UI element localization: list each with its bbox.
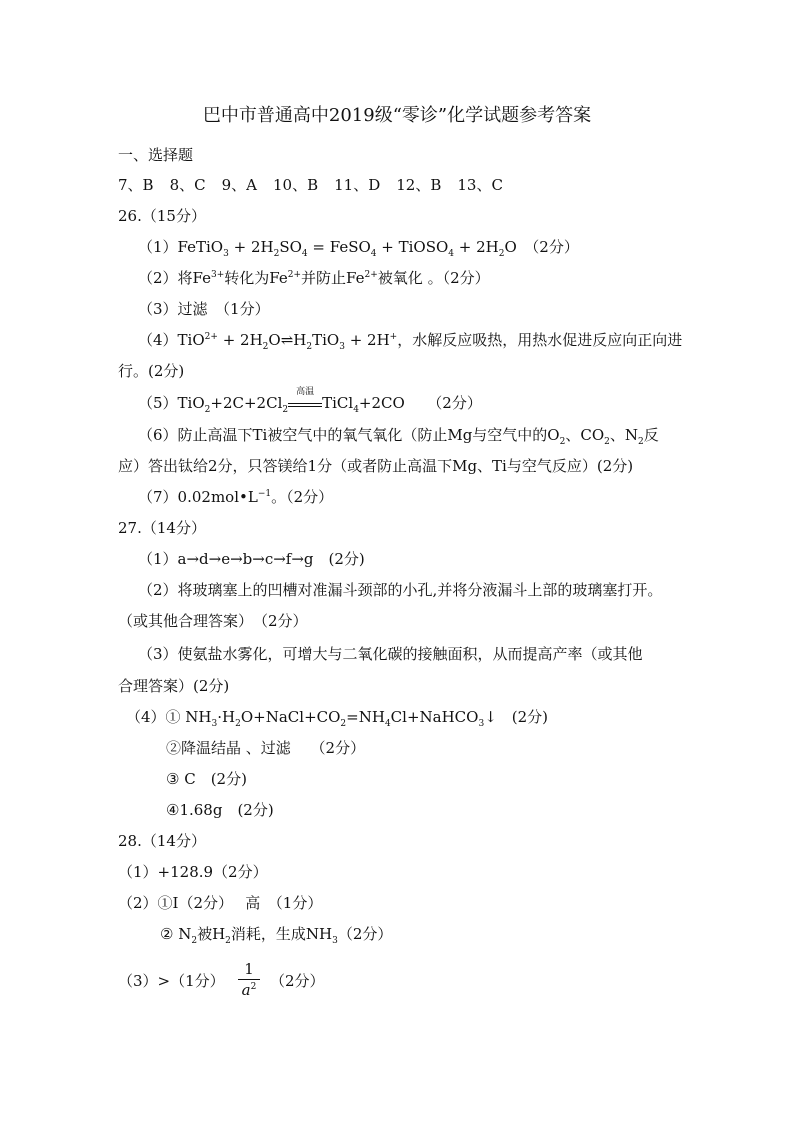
reaction-condition-label: 高温	[296, 387, 315, 397]
q28-answer-3-prefix: （3）>（1分）	[118, 972, 225, 990]
q27-answer-3-continued: 合理答案）(2分)	[118, 677, 230, 695]
q27-answer-4-1: （4）① $NH_3\cdot H_2O+NaCl+CO_2=NH_4Cl+NaHCO_3↓$ (2分)	[126, 708, 549, 729]
q27-answer-2-continued: （或其他合理答案） （2分）	[118, 612, 308, 630]
q28-header: 28.（14分）	[118, 832, 206, 850]
q26-answer-6: （6）防止高温下Ti被空气中的氧气氧化（防止Mg与空气中的$O_2$、$CO_2$、$N_2$反	[138, 426, 659, 447]
q26-answer-7: $(7)0.02mol•L^{-1}$。（2分）	[138, 488, 334, 506]
fraction-denominator: $a^2$	[241, 981, 257, 999]
choice-answers-line	[118, 175, 519, 195]
q26-answer-4-continued: 行。(2分)	[118, 362, 185, 380]
choice-answer: 9、A	[221, 176, 257, 194]
choice-answer: 13、C	[457, 176, 503, 194]
q26-answer-1: （1）FeTiO$_3$ + $2H_2SO_4$ = FeSO$_4$ + TiOSO$_4$ + $2H_2O$ （2分）	[138, 238, 579, 259]
q26-answer-6-continued: 应）答出钛给2分，只答镁给1分（或者防止高温下Mg、Ti与空气反应）(2分)	[118, 457, 634, 475]
fraction-bar	[238, 979, 260, 980]
q27-answer-2: （2）将玻璃塞上的凹槽对准漏斗颈部的小孔,并将分液漏斗上部的玻璃塞打开。	[138, 581, 663, 599]
choice-answer: 8、C	[169, 176, 206, 194]
page-title: 巴中市普通高中2019级“零诊”化学试题参考答案	[202, 105, 592, 126]
choice-answer: 12、B	[396, 176, 442, 194]
q26-answer-2: （2）将$Fe^{3+}$转化为$Fe^{2+}$并防止$Fe^{2+}$被氧化 。（2分）	[138, 269, 490, 287]
q28-answer-2-2: ② $N_2$被$H_2$消耗，生成$NH_3(2$分）	[160, 925, 393, 946]
q27-answer-4-2: ②降温结晶 、过滤 （2分）	[166, 739, 366, 757]
q26-answer-5: $(5)TiO_2+2C+2Cl_2$ 高温 TiCl$_4$+2CO （2分）	[138, 387, 482, 415]
q26-header: 26.（15分）	[118, 207, 206, 225]
q28-answer-2-1: （2）①Ⅰ（2分） 高 （1分）	[118, 894, 323, 912]
section-heading-choice: 一、选择题	[118, 146, 194, 164]
q27-answer-1: （1）a→d→e→b→c→f→g (2分)	[138, 550, 365, 568]
q28-answer-1: （1）+128.9（2分）	[118, 863, 268, 881]
q27-answer-3: （3）使氨盐水雾化，可增大与二氧化碳的接触面积，从而提高产率（或其他	[138, 645, 643, 663]
q26-answer-3: （3）过滤 （1分）	[138, 300, 270, 318]
fraction-numerator: 1	[244, 960, 254, 978]
q28-answer-3-score: （2分）	[270, 972, 325, 990]
choice-answer: 11、D	[334, 176, 381, 194]
q27-answer-4-4: ④1.68g (2分)	[166, 801, 274, 819]
reaction-condition-arrow	[288, 387, 322, 407]
q26-answer-4: $(4)TiO^{2+} + 2H_2O\rightleftharpoons H_2TiO_3 + 2H^+$，水解反应吸热，用热水促进反应向正向进	[138, 331, 683, 352]
choice-answer: 10、B	[273, 176, 319, 194]
fraction-one-over-a-squared	[238, 960, 260, 999]
choice-answer: 7、B	[118, 176, 154, 194]
q27-header: 27.（14分）	[118, 519, 206, 537]
q27-answer-4-3: ③ C (2分)	[166, 770, 247, 788]
